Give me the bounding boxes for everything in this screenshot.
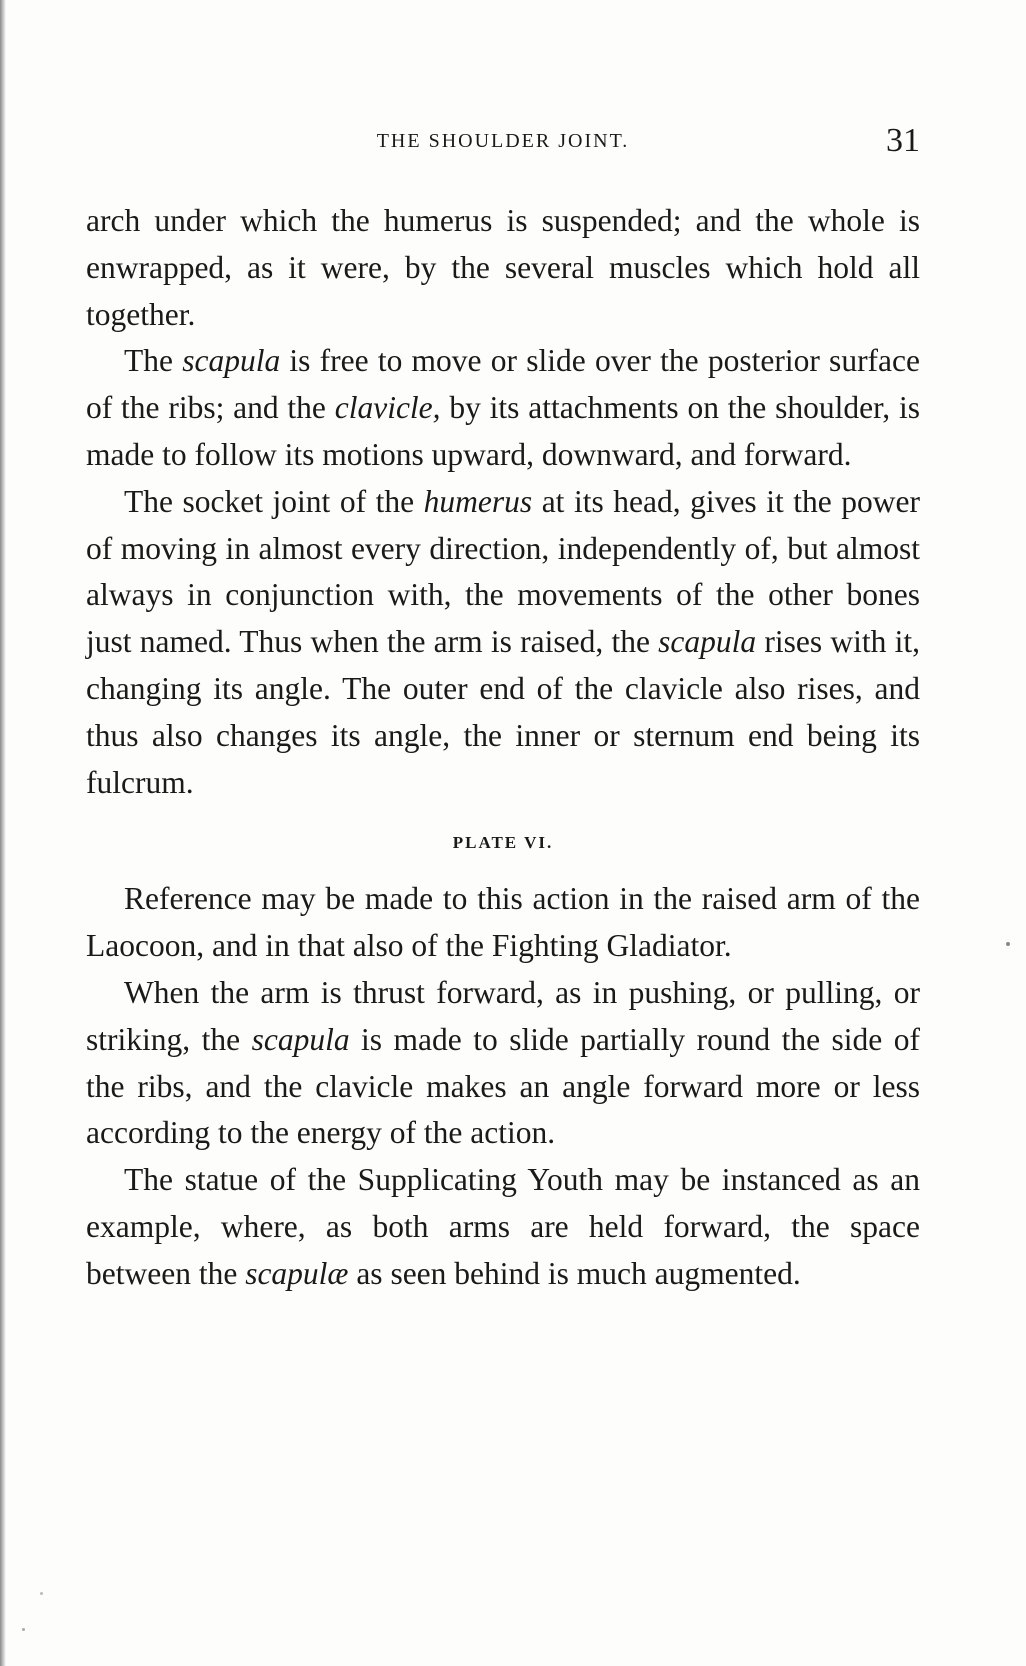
body-text — [86, 198, 920, 1298]
paragraph-3-term-humerus: humerus — [423, 483, 533, 519]
paragraph-5-term-scapula: scapula — [251, 1021, 350, 1057]
paragraph-5-text-a: When the arm is thrust forward, as in pushing, or pulling, or striking, the — [86, 974, 920, 1057]
paper-speck — [22, 1628, 25, 1631]
paragraph-6-text-a: The statue of the Supplicating Youth may be instanced as an example, where, as both arms are held forward, the space between the — [86, 1162, 920, 1291]
paper-speck — [1006, 942, 1010, 946]
paragraph-3-text-c: at its head, gives it the power of moving in almost every direction, independently of, but almost always in conjunction with, the movements of the other bones just named. Thus when the arm is raised, the — [86, 483, 920, 660]
paragraph-3-text-a: The socket joint of the — [124, 483, 424, 519]
paragraph-5-text-c: is made to slide partially round the side of the ribs, and the clavicle makes an angle forward more or less according to the energy of the action. — [86, 1021, 920, 1151]
paragraph-3-term-scapula: scapula — [658, 624, 757, 660]
page-number: 31 — [886, 122, 920, 159]
paragraph-6 — [86, 1157, 920, 1297]
paragraph-5 — [86, 970, 920, 1157]
plate-heading: PLATE VI. — [452, 833, 554, 853]
page-header — [86, 122, 920, 162]
paragraph-2-text-e: by its attachments on the shoulder, is made to follow its motions upward, downward, and forward. — [86, 390, 920, 472]
paragraph-6-text-c: as seen behind is much augmented. — [348, 1255, 801, 1291]
paragraph-2-text-c: is free to move or slide over the posterior surface of the ribs; and the — [86, 343, 920, 426]
paper-speck — [40, 1592, 43, 1595]
paragraph-2 — [86, 338, 920, 478]
running-head: THE SHOULDER JOINT. — [376, 130, 630, 152]
paragraph-3-text-e: rises with it, changing its angle. The outer end of the clavicle also rises, and thus also changes its angle, the inner or sternum end being its fulcrum. — [86, 624, 920, 800]
paragraph-3 — [86, 479, 920, 807]
page-edge-shadow — [0, 0, 6, 1666]
paragraph-6-term-scapulae: scapulæ — [245, 1255, 349, 1291]
paragraph-4: Reference may be made to this action in the raised arm of the Laocoon, and in that also of the Fighting Gladiator. — [86, 881, 920, 964]
paragraph-2-text-a: The — [124, 343, 183, 379]
paragraph-1: arch under which the humerus is suspended; and the whole is enwrapped, as it were, by the several muscles which hold all together. — [86, 203, 920, 332]
paragraph-2-term-clavicle: clavicle, — [334, 390, 441, 426]
paragraph-2-term-scapula: scapula — [182, 343, 281, 379]
